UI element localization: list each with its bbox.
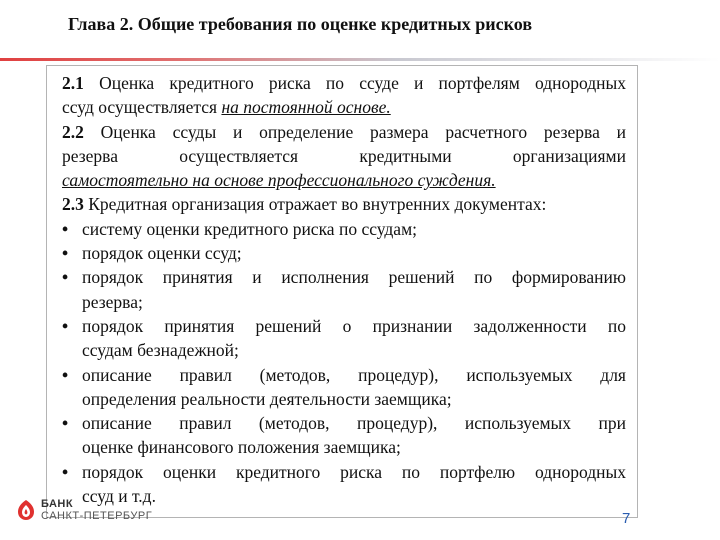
paragraph-2-3-line-1 [62, 192, 626, 216]
bullet-icon: • [62, 364, 69, 385]
bullet-icon: • [62, 267, 69, 288]
list-item-text: порядок оценки кредитного риска по портфелю однородных [82, 461, 626, 482]
logo-line-2: САНКТ-ПЕТЕРБУРГ [41, 510, 153, 522]
bullet-icon: • [62, 218, 69, 239]
list-item [62, 314, 626, 363]
paragraph-2-2-line-2: резерва осуществляется кредитными организациями [62, 145, 626, 166]
list-item [62, 241, 626, 265]
bullet-icon: • [62, 315, 69, 336]
list-item-text: резерва; [82, 291, 143, 312]
section-number: 2.1 [62, 73, 84, 93]
content-body [62, 71, 626, 508]
paragraph-text: Оценка кредитного риска по ссуде и портфелям однородных [99, 73, 627, 93]
list-item [62, 265, 626, 314]
emphasized-text: на постоянной основе. [221, 97, 391, 118]
page-number: 7 [622, 510, 631, 527]
bullet-icon: • [62, 461, 69, 482]
list-item [62, 411, 626, 460]
bullet-icon: • [62, 243, 69, 264]
title-divider [0, 58, 720, 61]
list-item-text: ссудам безнадежной; [82, 340, 239, 361]
bank-logo [16, 498, 152, 522]
list-item-text: описание правил (методов, процедур), используемых при [82, 413, 626, 434]
logo-line-1: БАНК [41, 498, 74, 510]
bullet-icon: • [62, 413, 69, 434]
list-item-text: ссуд и т.д. [82, 486, 156, 507]
paragraph-2-1-line-2 [62, 95, 626, 119]
paragraph-2-2-line-1 [62, 120, 626, 144]
list-item [62, 363, 626, 412]
list-item [62, 217, 626, 241]
list-item-text: определения реальности деятельности заемщика; [82, 388, 452, 409]
emphasized-text: самостоятельно на основе профессионального суждения. [62, 170, 496, 191]
slide-title: Глава 2. Общие требования по оценке кредитных рисков [68, 14, 533, 34]
list-item-text: порядок принятия и исполнения решений по формированию [82, 267, 626, 288]
list-item-text: систему оценки кредитного риска по ссудам; [82, 218, 418, 239]
paragraph-text: Кредитная организация отражает во внутренних документах: [88, 194, 547, 215]
section-number: 2.3 [62, 194, 84, 215]
list-item-text: порядок оценки ссуд; [82, 243, 242, 264]
list-item-text: порядок принятия решений о признании задолженности по [82, 315, 626, 336]
paragraph-2-2-line-3 [62, 168, 626, 192]
list-item-text: описание правил (методов, процедур), используемых для [82, 364, 626, 385]
list-item-text: оценке финансового положения заемщика; [82, 437, 401, 458]
paragraph-2-1-line-1 [62, 71, 626, 95]
section-number: 2.2 [62, 121, 84, 142]
bank-logo-icon [16, 499, 36, 521]
paragraph-text: ссуд осуществляется [62, 97, 222, 118]
paragraph-text: Оценка ссуды и определение размера расчетного резерва и [100, 121, 626, 142]
